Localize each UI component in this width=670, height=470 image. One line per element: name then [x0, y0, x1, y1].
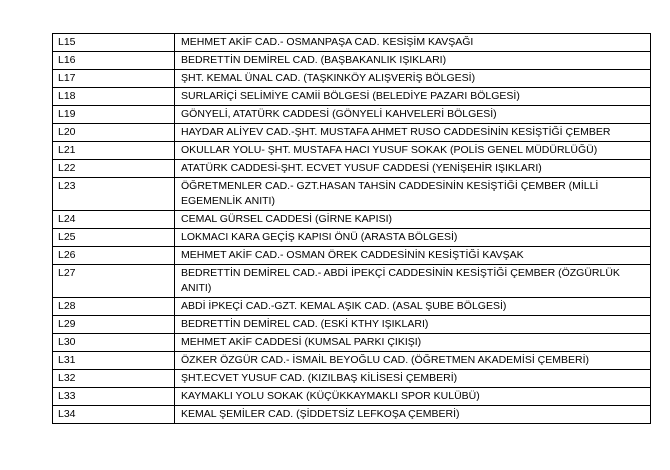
table-row [53, 247, 651, 265]
location-code-cell: L17 [53, 70, 175, 88]
location-name-cell: OKULLAR YOLU- ŞHT. MUSTAFA HACI YUSUF SOKAK (POLİS GENEL MÜDÜRLÜĞÜ) [175, 142, 651, 160]
location-code-cell: L28 [53, 298, 175, 316]
location-name-cell: KAYMAKLI YOLU SOKAK (KÜÇÜKKAYMAKLI SPOR KULÜBÜ) [175, 388, 651, 406]
table-row [53, 52, 651, 70]
table-row [53, 370, 651, 388]
table-row [53, 211, 651, 229]
table-row [53, 229, 651, 247]
table-row [53, 142, 651, 160]
table-row [53, 88, 651, 106]
location-name-cell: GÖNYELİ, ATATÜRK CADDESİ (GÖNYELİ KAHVELERİ BÖLGESİ) [175, 106, 651, 124]
table-row [53, 178, 651, 211]
table-row [53, 160, 651, 178]
table-row [53, 406, 651, 424]
location-name-cell: HAYDAR ALİYEV CAD.-ŞHT. MUSTAFA AHMET RUSO CADDESİNİN KESİŞTİĞİ ÇEMBER [175, 124, 651, 142]
location-code-cell: L29 [53, 316, 175, 334]
location-name-cell: MEHMET AKİF CADDESİ (KUMSAL PARKI ÇIKIŞI) [175, 334, 651, 352]
location-name-cell: KEMAL ŞEMİLER CAD. (ŞİDDETSİZ LEFKOŞA ÇEMBERİ) [175, 406, 651, 424]
location-name-cell: ŞHT. KEMAL ÜNAL CAD. (TAŞKINKÖY ALIŞVERİŞ BÖLGESİ) [175, 70, 651, 88]
location-code-cell: L26 [53, 247, 175, 265]
location-name-cell: ÖZKER ÖZGÜR CAD.- İSMAİL BEYOĞLU CAD. (ÖĞRETMEN AKADEMİSİ ÇEMBERİ) [175, 352, 651, 370]
location-code-cell: L24 [53, 211, 175, 229]
location-name-cell: ABDİ İPKEÇİ CAD.-GZT. KEMAL AŞIK CAD. (ASAL ŞUBE BÖLGESİ) [175, 298, 651, 316]
table-row [53, 352, 651, 370]
location-name-cell: SURLARİÇİ SELİMİYE CAMİİ BÖLGESİ (BELEDİYE PAZARI BÖLGESİ) [175, 88, 651, 106]
table-row [53, 334, 651, 352]
location-name-cell: BEDRETTİN DEMİREL CAD. (BAŞBAKANLIK IŞIKLARI) [175, 52, 651, 70]
location-name-cell: BEDRETTİN DEMİREL CAD.- ABDİ İPEKÇİ CADDESİNİN KESİŞTİĞİ ÇEMBER (ÖZGÜRLÜK ANITI) [175, 265, 651, 298]
location-code-cell: L19 [53, 106, 175, 124]
location-code-cell: L33 [53, 388, 175, 406]
location-code-cell: L25 [53, 229, 175, 247]
location-code-cell: L16 [53, 52, 175, 70]
location-code-cell: L30 [53, 334, 175, 352]
location-name-cell: ÖĞRETMENLER CAD.- GZT.HASAN TAHSİN CADDESİNİN KESİŞTİĞİ ÇEMBER (MİLLİ EGEMENLİK ANITI) [175, 178, 651, 211]
table-row [53, 34, 651, 52]
location-code-cell: L22 [53, 160, 175, 178]
location-table-body [53, 34, 651, 424]
location-code-cell: L20 [53, 124, 175, 142]
table-row [53, 316, 651, 334]
table-row [53, 388, 651, 406]
location-name-cell: BEDRETTİN DEMİREL CAD. (ESKİ KTHY IŞIKLARI) [175, 316, 651, 334]
location-table [52, 33, 651, 424]
location-name-cell: ATATÜRK CADDESİ-ŞHT. ECVET YUSUF CADDESİ (YENİŞEHİR IŞIKLARI) [175, 160, 651, 178]
location-code-cell: L21 [53, 142, 175, 160]
location-code-cell: L31 [53, 352, 175, 370]
location-name-cell: MEHMET AKİF CAD.- OSMAN ÖREK CADDESİNİN KESİŞTİĞİ KAVŞAK [175, 247, 651, 265]
location-name-cell: CEMAL GÜRSEL CADDESİ (GİRNE KAPISI) [175, 211, 651, 229]
location-code-cell: L18 [53, 88, 175, 106]
location-name-cell: LOKMACI KARA GEÇİŞ KAPISI ÖNÜ (ARASTA BÖLGESİ) [175, 229, 651, 247]
table-row [53, 106, 651, 124]
table-row [53, 124, 651, 142]
location-name-cell: ŞHT.ECVET YUSUF CAD. (KIZILBAŞ KİLİSESİ ÇEMBERİ) [175, 370, 651, 388]
location-name-cell: MEHMET AKİF CAD.- OSMANPAŞA CAD. KESİŞİM KAVŞAĞI [175, 34, 651, 52]
table-row [53, 70, 651, 88]
table-row [53, 265, 651, 298]
document-page [52, 33, 651, 424]
location-code-cell: L23 [53, 178, 175, 211]
location-code-cell: L32 [53, 370, 175, 388]
location-code-cell: L27 [53, 265, 175, 298]
location-code-cell: L15 [53, 34, 175, 52]
table-row [53, 298, 651, 316]
location-code-cell: L34 [53, 406, 175, 424]
